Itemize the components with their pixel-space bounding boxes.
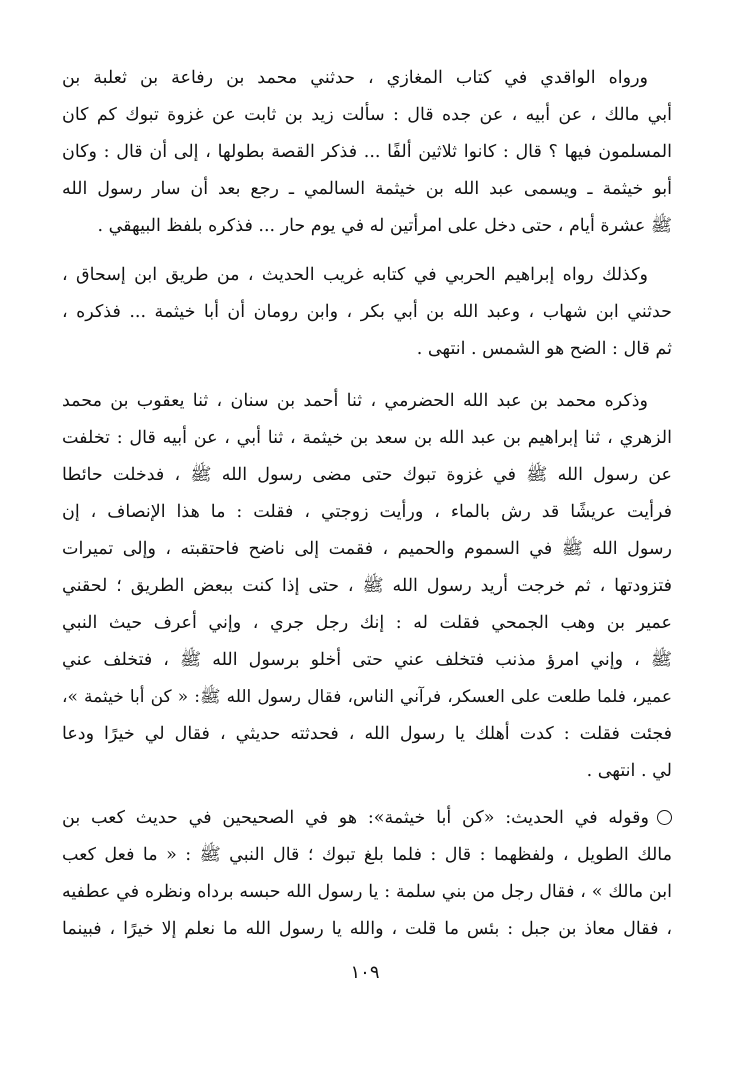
paragraph-line: عمير بن وهب الجمحي فقلت له : إنك رجل جري ، وإني أعرف حيث النبي <box>62 613 672 633</box>
paragraph-line: ثم قال : الضح هو الشمس . انتهى . <box>416 339 672 359</box>
circle-bullet-icon <box>657 810 672 825</box>
paragraph-line-text: وقوله في الحديث: «كن أبا خيثمة»: هو في الصحيحين في حديث كعب بن <box>62 808 649 828</box>
paragraph-line: وكذلك رواه إبراهيم الحربي في كتابه غريب الحديث ، من طريق ابن إسحاق ، <box>62 265 648 285</box>
paragraph-line: عن رسول الله ﷺ في غزوة تبوك حتى مضى رسول الله ﷺ ، فدخلت حائطا <box>62 465 672 485</box>
paragraph-line-with-marker <box>62 800 672 837</box>
paragraph-2 <box>62 257 672 368</box>
paragraph-4 <box>62 800 672 948</box>
paragraph-line: ﷺ عشرة أيام ، حتى دخل على امرأتين له في يوم حار ... فذكره بلفظ البيهقي . <box>97 216 672 236</box>
paragraph-line: فجئت فقلت : كدت أهلك يا رسول الله ، فحدثته حديثي ، فقال لي خيرًا ودعا <box>62 724 672 744</box>
document-page <box>62 60 672 948</box>
page-number: ١٠٩ <box>350 962 380 983</box>
paragraph-line: لي . انتهى . <box>586 761 672 781</box>
paragraph-line: ﷺ ، وإني امرؤ مذنب فتخلف عني حتى أخلو برسول الله ﷺ ، فتخلف عني <box>62 650 672 670</box>
paragraph-line: أبي مالك ، عن أبيه ، عن جده قال : سألت زيد بن ثابت عن غزوة تبوك كم كان <box>62 105 672 125</box>
paragraph-3 <box>62 383 672 790</box>
paragraph-1 <box>62 60 672 245</box>
paragraph-line: ابن مالك » ، فقال رجل من بني سلمة : يا رسول الله حبسه برداه ونظره في عطفيه <box>62 882 672 902</box>
paragraph-line: ، فقال معاذ بن جبل : بئس ما قلت ، والله يا رسول الله ما نعلم إلا خيرًا ، فبينما <box>62 919 672 939</box>
paragraph-line: المسلمون فيها ؟ قال : كانوا ثلاثين ألفًا ... فذكر القصة بطولها ، إلى أن قال : وكان <box>62 142 672 162</box>
paragraph-line: رسول الله ﷺ في السموم والحميم ، فقمت إلى ناضح فاحتقبته ، وإلى تميرات <box>62 539 672 559</box>
paragraph-line: مالك الطويل ، ولفظهما : قال : فلما بلغ تبوك ؛ قال النبي ﷺ : « ما فعل كعب <box>62 845 672 865</box>
paragraph-line: حدثني ابن شهاب ، وعبد الله بن أبي بكر ، وابن رومان أن أبا خيثمة ... فذكره ، <box>62 302 672 322</box>
paragraph-line: الزهري ، ثنا إبراهيم بن عبد الله بن سعد بن خيثمة ، ثنا أبي ، عن أبيه قال : تخلفت <box>62 428 672 448</box>
paragraph-line: أبو خيثمة ـ ويسمى عبد الله بن خيثمة السالمي ـ رجع بعد أن سار رسول الله <box>62 179 672 199</box>
paragraph-line: ورواه الواقدي في كتاب المغازي ، حدثني محمد بن رفاعة بن ثعلبة بن <box>62 68 648 88</box>
paragraph-line: فتزودتها ، ثم خرجت أريد رسول الله ﷺ ، حتى إذا كنت ببعض الطريق ؛ لحقني <box>62 576 672 596</box>
paragraph-line: عمير، فلما طلعت على العسكر، فرآني الناس، فقال رسول الله ﷺ: « كن أبا خيثمة »، <box>62 687 672 707</box>
paragraph-line: وذكره محمد بن عبد الله الحضرمي ، ثنا أحمد بن سنان ، ثنا يعقوب بن محمد <box>62 391 648 411</box>
paragraph-line: فرأيت عريشًا قد رش بالماء ، ورأيت زوجتي ، فقلت : ما هذا الإنصاف ، إن <box>62 502 672 522</box>
